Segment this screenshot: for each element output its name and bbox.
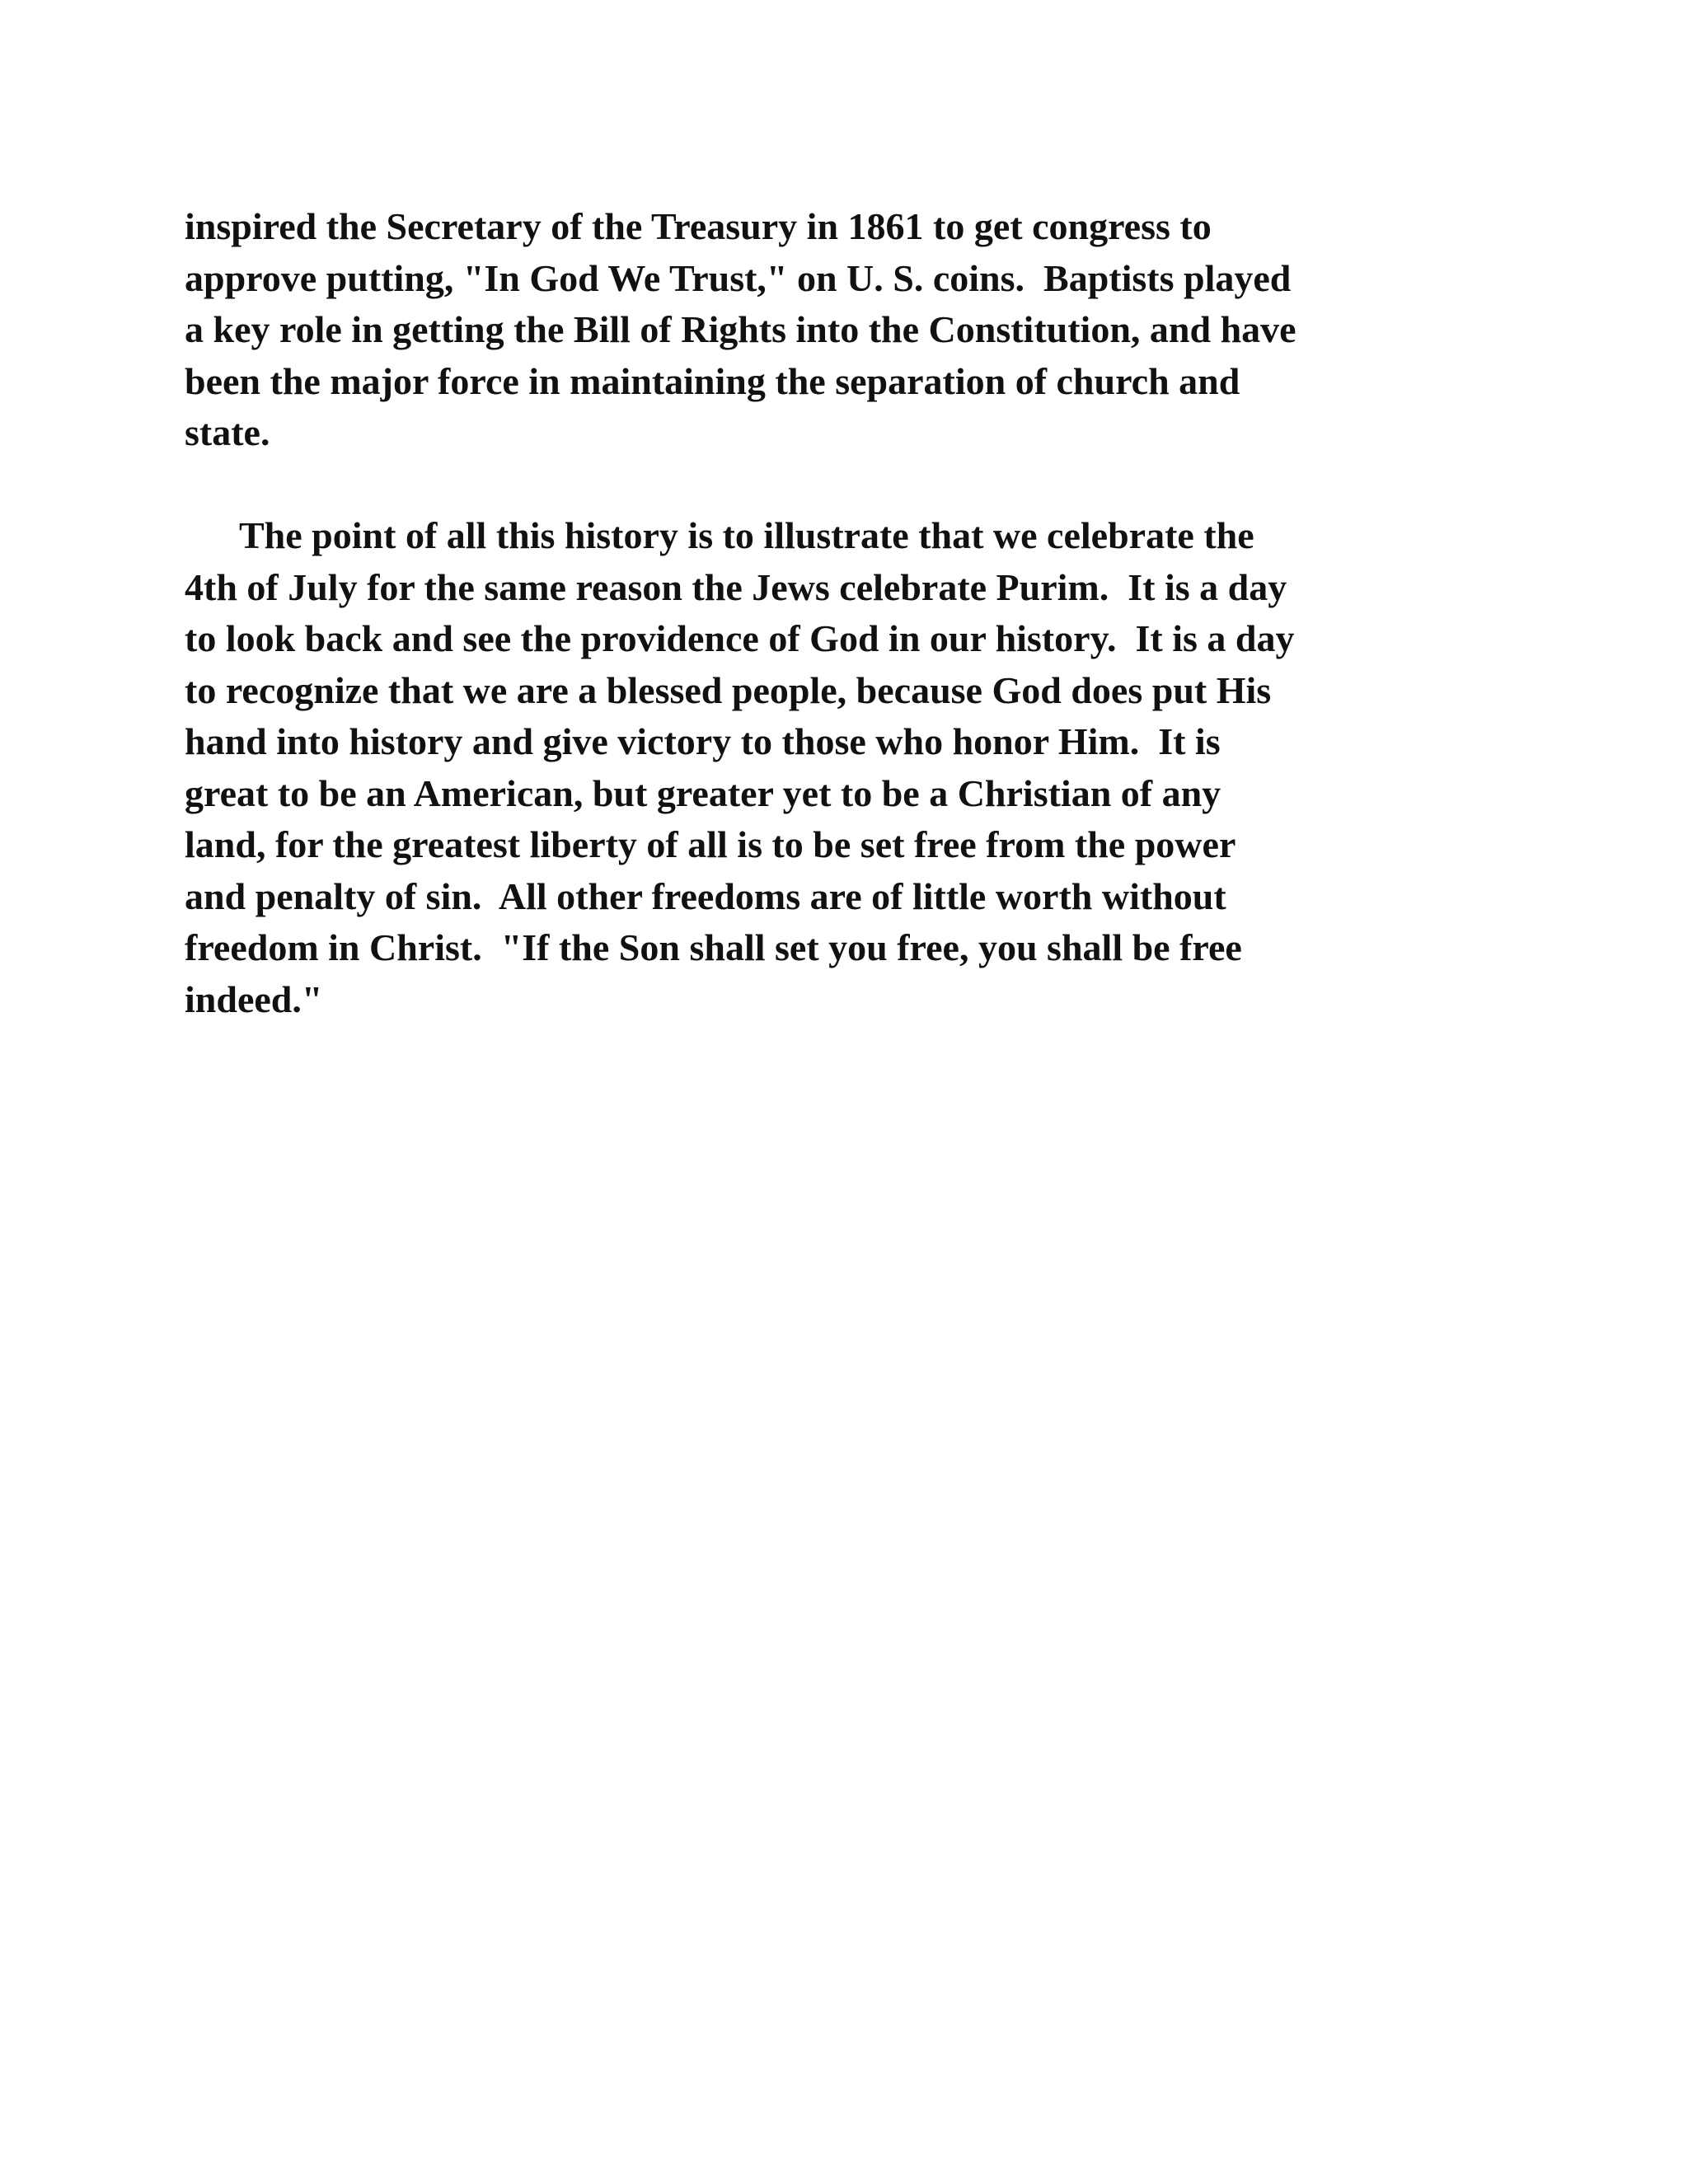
text-line: freedom in Christ. "If the Son shall set you free, you shall be free [185, 926, 1242, 968]
text-line: land, for the greatest liberty of all is to be set free from the power [185, 823, 1236, 865]
text-line: inspired the Secretary of the Treasury in 1861 to get congress to [185, 205, 1212, 247]
paragraph-1 [185, 201, 1520, 459]
text-line: state. [185, 411, 270, 453]
text-line: approve putting, "In God We Trust," on U. S. coins. Baptists played [185, 256, 1292, 299]
body-text [185, 201, 1520, 1025]
text-line: indeed." [185, 977, 323, 1020]
text-line: a key role in getting the Bill of Rights into the Constitution, and have [185, 308, 1296, 350]
text-line: great to be an American, but greater yet to be a Christian of any [185, 771, 1221, 814]
text-line: been the major force in maintaining the separation of church and [185, 359, 1240, 402]
text-line: to recognize that we are a blessed people, because God does put His [185, 668, 1272, 711]
text-line: to look back and see the providence of God in our history. It is a day [185, 617, 1295, 659]
text-line: 4th of July for the same reason the Jews celebrate Purim. It is a day [185, 565, 1287, 608]
text-line: and penalty of sin. All other freedoms are of little worth without [185, 874, 1226, 917]
text-line: The point of all this history is to illustrate that we celebrate the [239, 514, 1254, 556]
paragraph-2 [185, 510, 1520, 1025]
text-line: hand into history and give victory to those who honor Him. It is [185, 720, 1221, 762]
paragraph-gap [185, 459, 1520, 511]
